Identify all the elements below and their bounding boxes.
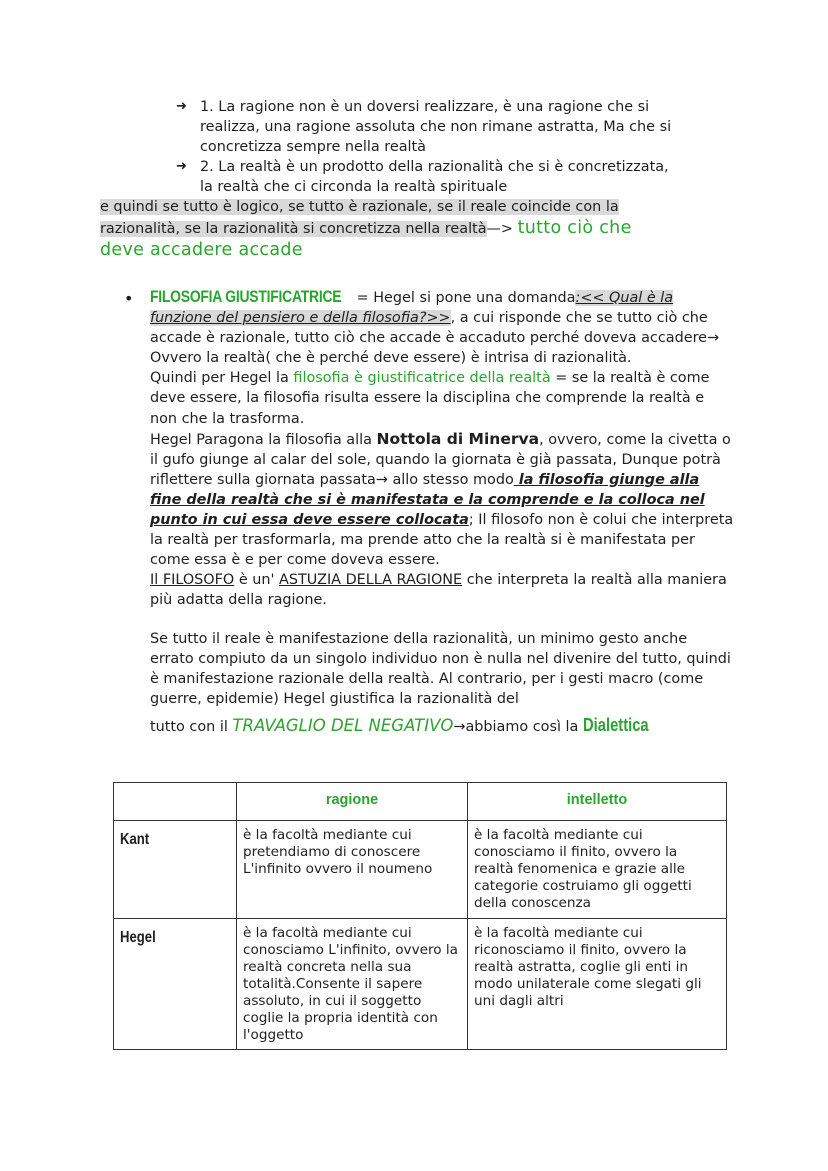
comparison-table: [113, 782, 727, 1050]
arrow-list: [176, 97, 736, 197]
green-conclusion: tutto ciò che: [517, 218, 632, 238]
table-cell: è la facoltà mediante cui riconosciamo il finito, ovvero la realtà astratta, coglie gli enti in modo unilaterale come slegati gli uni dagli altri: [468, 919, 727, 1050]
bold-phrase: Nottola di Minerva: [376, 429, 540, 448]
right-arrow-icon: ➜: [176, 159, 187, 174]
table-header-row: [114, 783, 727, 821]
table-row: [114, 919, 727, 1050]
table-cell: è la facoltà mediante cui conosciamo L'infinito, ovvero la realtà concreta nella sua totalità.Consente il sapere assoluto, in cui il soggetto coglie la propria identità con l'oggetto: [237, 919, 468, 1050]
underlined-italic-phrase: la filosofia giunge alla fine della realtà che si è manifestata e la comprende e la colloca nel punto in cui essa deve essere collocata: [150, 471, 705, 529]
bold-green-phrase: Dialettica: [582, 714, 649, 735]
table-row: [114, 821, 727, 919]
green-italic-phrase: TRAVAGLIO DEL NEGATIVO: [232, 715, 454, 735]
green-phrase: filosofia è giustificatrice della realtà: [293, 370, 551, 387]
underlined-phrase: Il FILOSOFO: [150, 572, 235, 589]
table-cell: è la facoltà mediante cui conosciamo il finito, ovvero la realtà fenomenica e grazie alle categorie costruiamo gli oggetti della conoscenza: [468, 821, 727, 919]
intro-paragraph: FILOSOFIA GIUSTIFICATRICE = Hegel si pone una domanda:<< Qual è la funzione del pensiero e della filosofia?>>, a cui risponde che se tutto ciò che accade è razionale, tutto ciò che accade è accaduto perché doveva accadere→ Ovvero la realtà( che è perché deve essere) è intrisa di razionalità.: [150, 287, 720, 367]
conclusion-paragraph: e quindi se tutto è logico, se tutto è razionale, se il reale coincide con la razionalità, se la razionalità si concretizza nella realtà—> tutto ciò che deve accadere accade: [100, 199, 632, 260]
table-header-cell: [114, 783, 237, 821]
table-row-label: Kant: [114, 821, 237, 919]
paragraph: Quindi per Hegel la filosofia è giustificatrice della realtà = se la realtà è come deve essere, la filosofia risulta essere la disciplina che comprende la realtà e non che la trasforma.: [150, 370, 710, 427]
bullet-icon: •: [124, 289, 134, 308]
table-cell: è la facoltà mediante cui pretendiamo di conoscere L'infinito ovvero il noumeno: [237, 821, 468, 919]
paragraph: Se tutto il reale è manifestazione della razionalità, un minimo gesto anche errato compiuto da un singolo individuo non è nulla nel divenire del tutto, quindi è manifestazione razionale della realtà. Al contrario, per i gesti macro (come guerre, epidemie) Hegel giustifica la razionalità del: [150, 630, 731, 707]
table-header-cell: intelletto: [468, 783, 727, 821]
paragraph: Il FILOSOFO è un' ASTUZIA DELLA RAGIONE che interpreta la realtà alla maniera più adatta della ragione.: [150, 572, 727, 609]
highlighted-text: e quindi se tutto è logico, se tutto è razionale, se il reale coincide con la: [100, 199, 619, 215]
highlighted-text: razionalità, se la razionalità si concretizza nella realtà: [100, 221, 487, 237]
arrow-list-item: ➜ 2. La realtà è un prodotto della razionalità che si è concretizzata, la realtà che ci circonda la realtà spirituale: [176, 159, 669, 195]
right-arrow-icon: ➜: [176, 99, 187, 114]
table-header-cell: ragione: [237, 783, 468, 821]
arrow-list-item: ➜ 1. La ragione non è un doversi realizzare, è una ragione che si realizza, una ragione assoluta che non rimane astratta, Ma che si concretizza sempre nella realtà: [176, 99, 672, 155]
paragraph: tutto con il TRAVAGLIO DEL NEGATIVO→abbiamo così la Dialettica: [150, 714, 649, 735]
underlined-phrase: ASTUZIA DELLA RAGIONE: [279, 572, 463, 589]
section-title: FILOSOFIA GIUSTIFICATRICE: [150, 287, 342, 306]
section-filosofia-giustificatrice: [150, 287, 735, 737]
green-conclusion: deve accadere accade: [100, 240, 303, 260]
table-row-label: Hegel: [114, 919, 237, 1050]
question-quote: funzione del pensiero e della filosofia?>>: [150, 310, 451, 327]
question-quote: :<< Qual è la: [575, 290, 674, 306]
paragraph: Hegel Paragona la filosofia alla Nottola di Minerva, ovvero, come la civetta o il gufo giunge al calar del sole, quando la giornata è già passata, Dunque potrà riflettere sulla giornata passata→ allo stesso modo la filosofia giunge alla fine della realtà che si è manifestata e la comprende e la colloca nel punto in cui essa deve essere collocata; Il filosofo non è colui che interpreta la realtà per trasformarla, ma prende atto che la realtà si è manifestata per come essa è e per come doveva essere.: [150, 429, 734, 569]
